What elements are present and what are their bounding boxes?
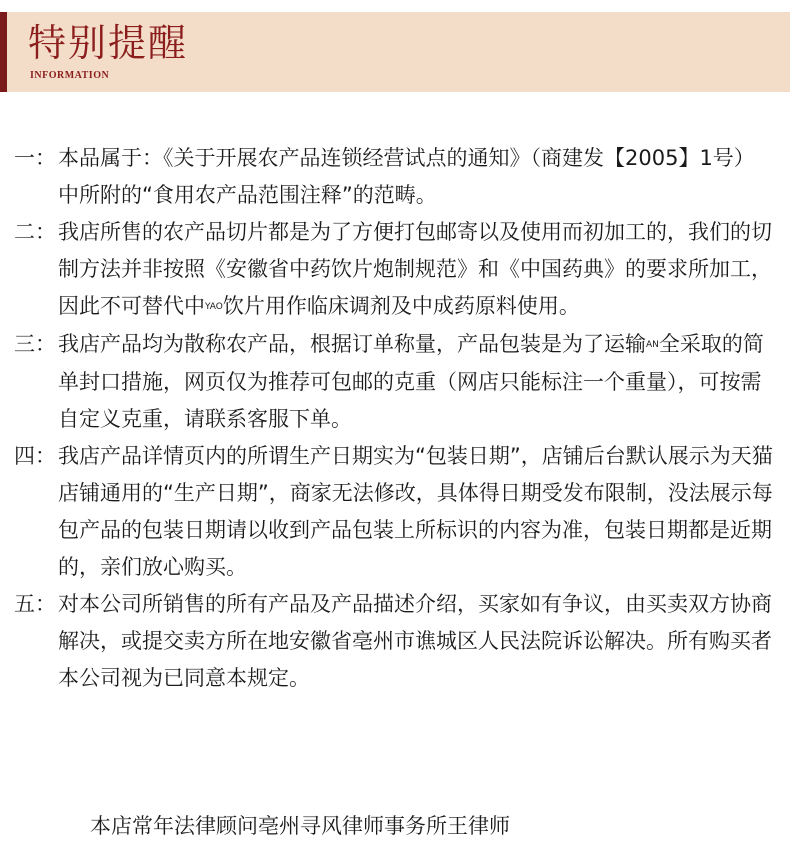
notice-number: 三：: [14, 332, 56, 356]
notice-item-1: [14, 140, 774, 214]
notice-text: 我店产品详情页内的所谓生产日期实为“包装日期”，店铺后台默认展示为天猫店铺通用的“生产日期”，商家无法修改，具体得日期受发布限制，没法展示每包产品的包装日期请以收到产品包装上所标识的内容为准，包装日期都是近期的，亲们放心购买。: [58, 444, 773, 579]
legal-advisor-note: 本店常年法律顾问亳州寻风律师事务所王律师: [90, 814, 510, 838]
notice-small-text: YAO: [205, 302, 223, 312]
notice-small-text: AN: [646, 340, 659, 350]
notice-item-3: [14, 326, 774, 438]
notice-text: 本品属于：《关于开展农产品连锁经营试点的通知》（商建发【2005】1号）中所附的“食用农产品范围注释”的范畴。: [58, 146, 755, 207]
header-banner: [0, 12, 790, 92]
notice-number: 四：: [14, 444, 56, 468]
page-title: 特别提醒: [28, 21, 189, 65]
notice-number: 五：: [14, 592, 56, 616]
header-accent-bar: [0, 12, 7, 92]
notice-text: 对本公司所销售的所有产品及产品描述介绍，买家如有争议，由买卖双方协商解决，或提交卖方所在地安徽省亳州市谯城区人民法院诉讼解决。所有购买者本公司视为已同意本规定。: [58, 592, 772, 690]
page-subtitle: INFORMATION: [30, 70, 110, 81]
notice-text: 全采取的简单封口措施，网页仅为推荐可包邮的克重（网店只能标注一个重量），可按需自定义克重，请联系客服下单。: [58, 332, 764, 431]
notice-text: 饮片用作临床调剂及中成药原料使用。: [222, 294, 580, 318]
notice-text: 我店所售的农产品切片都是为了方便打包邮寄以及使用而初加工的，我们的切制方法并非按照《安徽省中药饮片炮制规范》和《中国药典》的要求所加工，因此不可替代中: [58, 220, 772, 318]
notice-list: [14, 140, 774, 697]
notice-number: 一：: [14, 146, 56, 170]
notice-item-5: [14, 586, 774, 697]
notice-number: 二：: [14, 220, 56, 244]
notice-item-4: [14, 438, 774, 586]
notice-text: 我店产品均为散称农产品，根据订单称量，产品包装是为了运输: [58, 332, 646, 356]
notice-item-2: [14, 214, 774, 326]
